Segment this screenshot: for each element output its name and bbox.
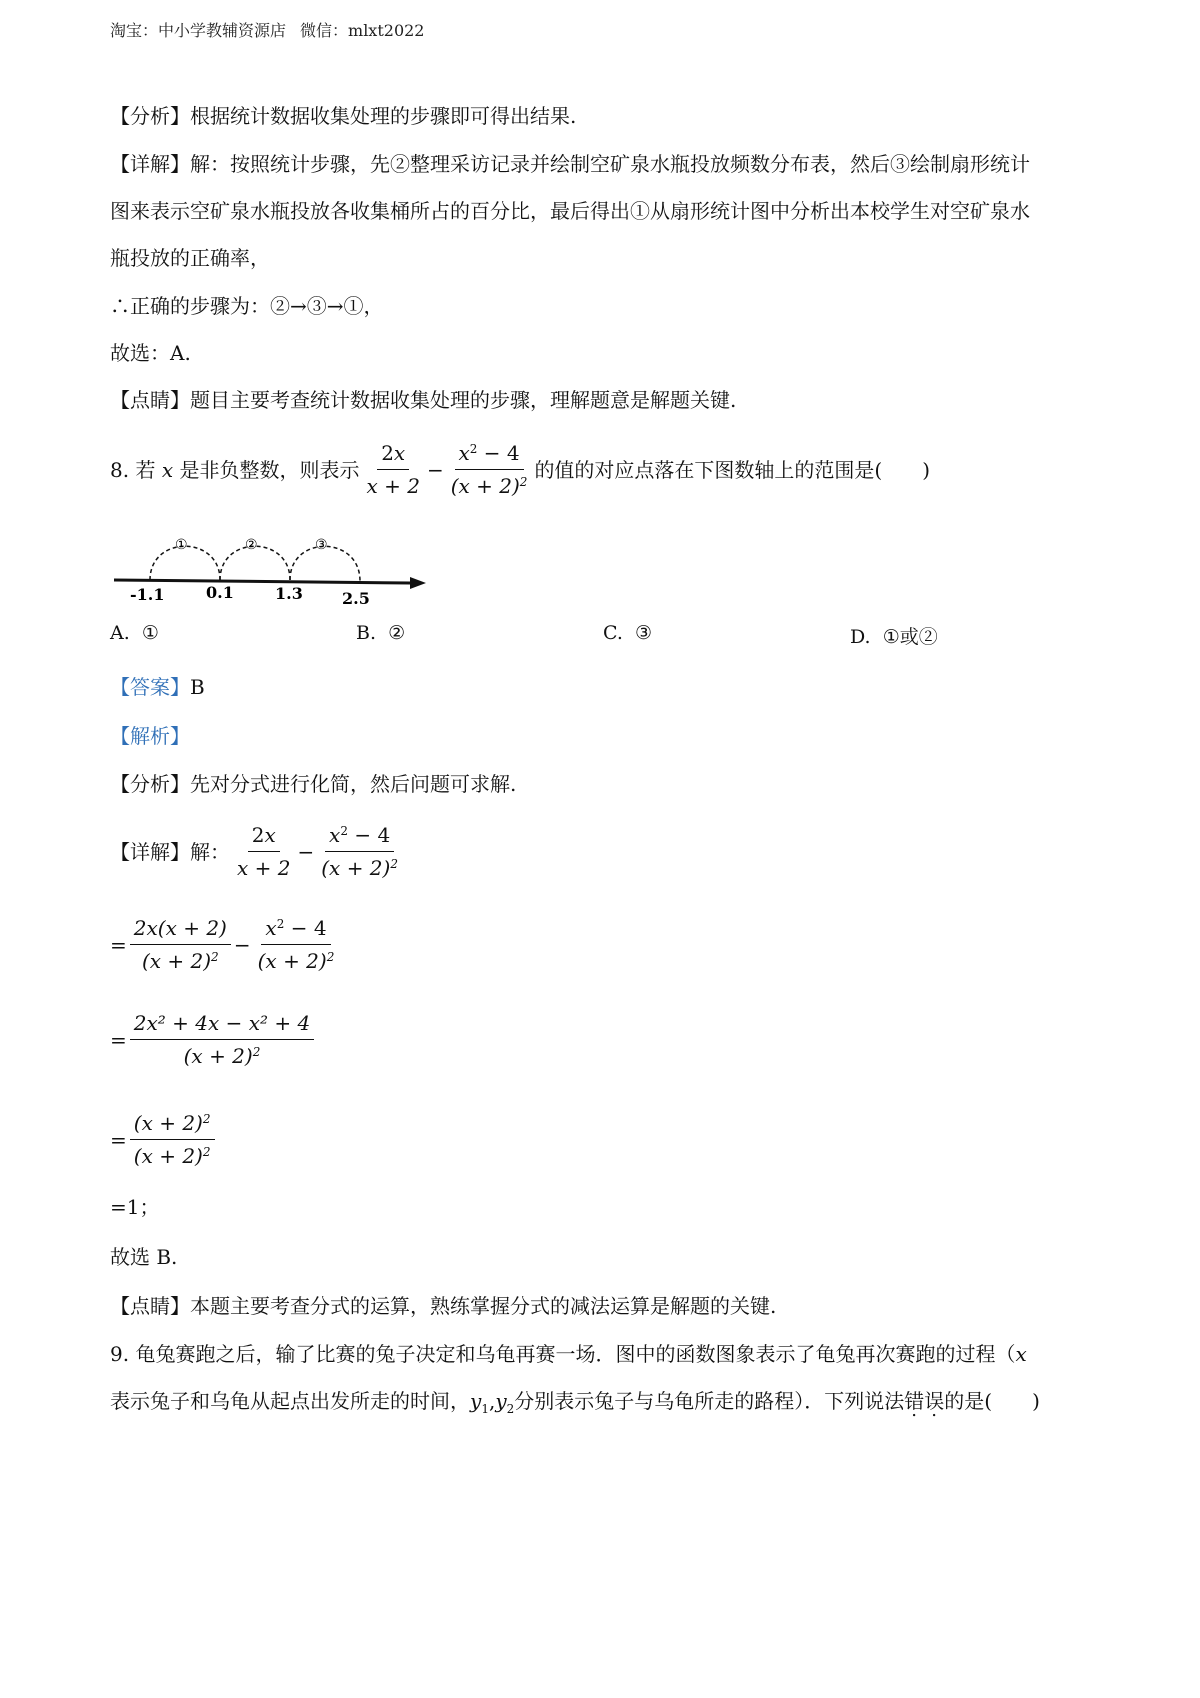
q9-line1 xyxy=(110,1340,1027,1368)
detail-fraction-1 xyxy=(233,822,294,881)
step2-den: (x + 2) xyxy=(141,949,212,973)
q9-y1-sub: 1 xyxy=(481,1402,489,1416)
q9-line1-x: x xyxy=(1015,1342,1027,1366)
step4-num: (x + 2) xyxy=(133,1111,203,1135)
q9-y1-var: y xyxy=(470,1389,482,1413)
q7-analysis: 【分析】根据统计数据收集处理的步骤即可得出结果. xyxy=(110,104,577,128)
option-a[interactable] xyxy=(110,622,159,644)
step2-fraction-2 xyxy=(254,915,339,974)
q7-comment: 【点睛】题目主要考查统计数据收集处理的步骤，理解题意是解题关键. xyxy=(110,388,737,412)
q9-line2-a: 表示兔子和乌龟从起点出发所走的时间， xyxy=(110,1389,470,1413)
detail-tag: 【详解】解： xyxy=(110,839,230,864)
detail-fraction-2 xyxy=(317,822,402,881)
step4-den-exp: 2 xyxy=(202,1145,211,1159)
d-frac2-exp: 2 xyxy=(340,824,348,838)
q9-y2-var: y xyxy=(495,1389,507,1413)
d-frac1-var: x xyxy=(264,823,276,847)
step2-b-exp: 2 xyxy=(276,917,285,931)
step3-fraction xyxy=(130,1010,314,1069)
option-c-label: C. xyxy=(603,622,623,644)
frac1-den: x + 2 xyxy=(366,474,420,498)
q7-detail-line2: 图来表示空矿泉水瓶投放各收集桶所占的百分比，最后得出①从扇形统计图中分析出本校学生对空矿泉水 xyxy=(110,199,1030,223)
step2-minus: − xyxy=(233,932,251,957)
step2-b-var: x xyxy=(265,916,277,940)
step2-b-den: (x + 2) xyxy=(257,949,327,973)
option-d[interactable] xyxy=(850,622,938,649)
d-minus: − xyxy=(297,839,315,864)
q9-line1-text: 9. 龟兔赛跑之后，输了比赛的兔子决定和乌龟再赛一场．图中的函数图象表示了龟兔再次赛跑的过程（ xyxy=(110,1342,1016,1366)
q9-line2-b: 分别表示兔子与乌龟所走的路程）．下列说法 xyxy=(514,1389,905,1413)
step2-b-den-exp: 2 xyxy=(326,950,335,964)
q8-choice: 故选 B. xyxy=(110,1245,178,1269)
q8-fraction-2 xyxy=(447,440,532,499)
q8-number: 8. xyxy=(110,457,130,482)
q8-analysis: 【分析】先对分式进行化简，然后问题可求解. xyxy=(110,772,517,796)
frac1-var: x xyxy=(393,441,406,465)
tick-label-3: 1.3 xyxy=(275,584,303,603)
option-c[interactable] xyxy=(603,622,652,644)
step2-eq: = xyxy=(110,932,127,957)
option-d-text: ①或② xyxy=(882,626,938,648)
q9-emph-1: 错 xyxy=(904,1389,925,1413)
q8-fraction-1 xyxy=(362,440,423,499)
answer-line xyxy=(110,673,205,701)
option-c-text: ③ xyxy=(635,622,653,644)
q8-comment: 【点睛】本题主要考查分式的运算，熟练掌握分式的减法运算是解题的关键. xyxy=(110,1294,777,1318)
q8-statement xyxy=(110,440,930,499)
answer-value: B xyxy=(190,675,205,699)
jiexi-tag: 【解析】 xyxy=(110,724,190,748)
q8-detail-step1 xyxy=(110,822,405,881)
q8-middle: 是非负整数，则表示 xyxy=(179,457,360,482)
option-b[interactable] xyxy=(356,622,405,644)
d-frac2-rest: − 4 xyxy=(347,823,391,847)
q8-var-x: x xyxy=(161,457,174,482)
q9-comma: , xyxy=(488,1389,496,1413)
frac2-rest: − 4 xyxy=(477,441,520,465)
step4-fraction xyxy=(130,1110,215,1169)
q7-choice: 故选：A. xyxy=(110,341,191,365)
q9-y2-sub: 2 xyxy=(506,1402,515,1416)
option-d-label: D. xyxy=(850,626,871,648)
option-a-label: A. xyxy=(110,622,130,644)
step2-fraction-1 xyxy=(130,915,231,974)
q7-steps: ∴正确的步骤为：②→③→①， xyxy=(110,294,384,318)
step3-den-exp: 2 xyxy=(252,1045,261,1059)
number-line-figure xyxy=(110,525,430,605)
q7-detail-line3: 瓶投放的正确率， xyxy=(110,246,270,270)
wechat-id: 微信：mlxt2022 xyxy=(300,21,425,40)
q9-emph-2: 误 xyxy=(924,1389,945,1413)
step2-num: 2x(x + 2) xyxy=(130,915,231,945)
step3-eq: = xyxy=(110,1027,127,1052)
d-frac2-den: (x + 2) xyxy=(321,856,391,880)
step2-b-rest: − 4 xyxy=(284,916,327,940)
q8-prefix: 若 xyxy=(135,457,156,482)
arc-label-2: ② xyxy=(245,537,258,553)
arc-label-1: ① xyxy=(175,537,188,553)
step4-den: (x + 2) xyxy=(133,1144,203,1168)
number-line-arrow xyxy=(410,577,426,589)
number-line-axis xyxy=(114,580,410,583)
step4-num-exp: 2 xyxy=(202,1112,211,1126)
step4-eq: = xyxy=(110,1127,127,1152)
q8-detail-step3 xyxy=(110,1010,317,1069)
option-b-label: B. xyxy=(356,622,377,644)
tick-label-1: -1.1 xyxy=(130,585,165,604)
frac2-den: (x + 2) xyxy=(450,474,520,498)
d-frac1-den: x + 2 xyxy=(237,856,291,880)
q7-detail-line1: 【详解】解：按照统计步骤，先②整理采访记录并绘制空矿泉水瓶投放频数分布表，然后③绘制扇形统计 xyxy=(110,152,1030,176)
d-frac2-var: x xyxy=(329,823,341,847)
answer-tag: 【答案】 xyxy=(110,675,190,699)
tick-label-2: 0.1 xyxy=(206,583,234,602)
option-a-text: ① xyxy=(141,622,159,644)
d-frac2-den-exp: 2 xyxy=(390,857,398,871)
frac2-den-exp: 2 xyxy=(519,475,528,489)
q8-result: =1； xyxy=(110,1195,160,1219)
frac1-coef: 2 xyxy=(381,441,394,465)
minus-sign: − xyxy=(426,457,444,482)
option-b-text: ② xyxy=(388,622,406,644)
q8-detail-step2 xyxy=(110,915,341,974)
step3-num: 2x² + 4x − x² + 4 xyxy=(130,1010,314,1040)
arc-label-3: ③ xyxy=(315,537,328,553)
tick-label-4: 2.5 xyxy=(342,589,370,605)
frac2-exp: 2 xyxy=(469,442,478,456)
q9-line2 xyxy=(110,1387,1040,1423)
q8-detail-step4 xyxy=(110,1110,218,1169)
d-frac1-coef: 2 xyxy=(251,823,265,847)
step2-den-exp: 2 xyxy=(211,950,219,964)
step3-den: (x + 2) xyxy=(183,1044,253,1068)
shop-name: 淘宝：中小学教辅资源店 xyxy=(110,21,287,40)
q8-suffix: 的值的对应点落在下图数轴上的范围是( ) xyxy=(534,457,931,482)
page-header xyxy=(110,18,424,41)
q9-line2-c: 的是( ) xyxy=(944,1389,1040,1413)
frac2-var: x xyxy=(458,441,470,465)
